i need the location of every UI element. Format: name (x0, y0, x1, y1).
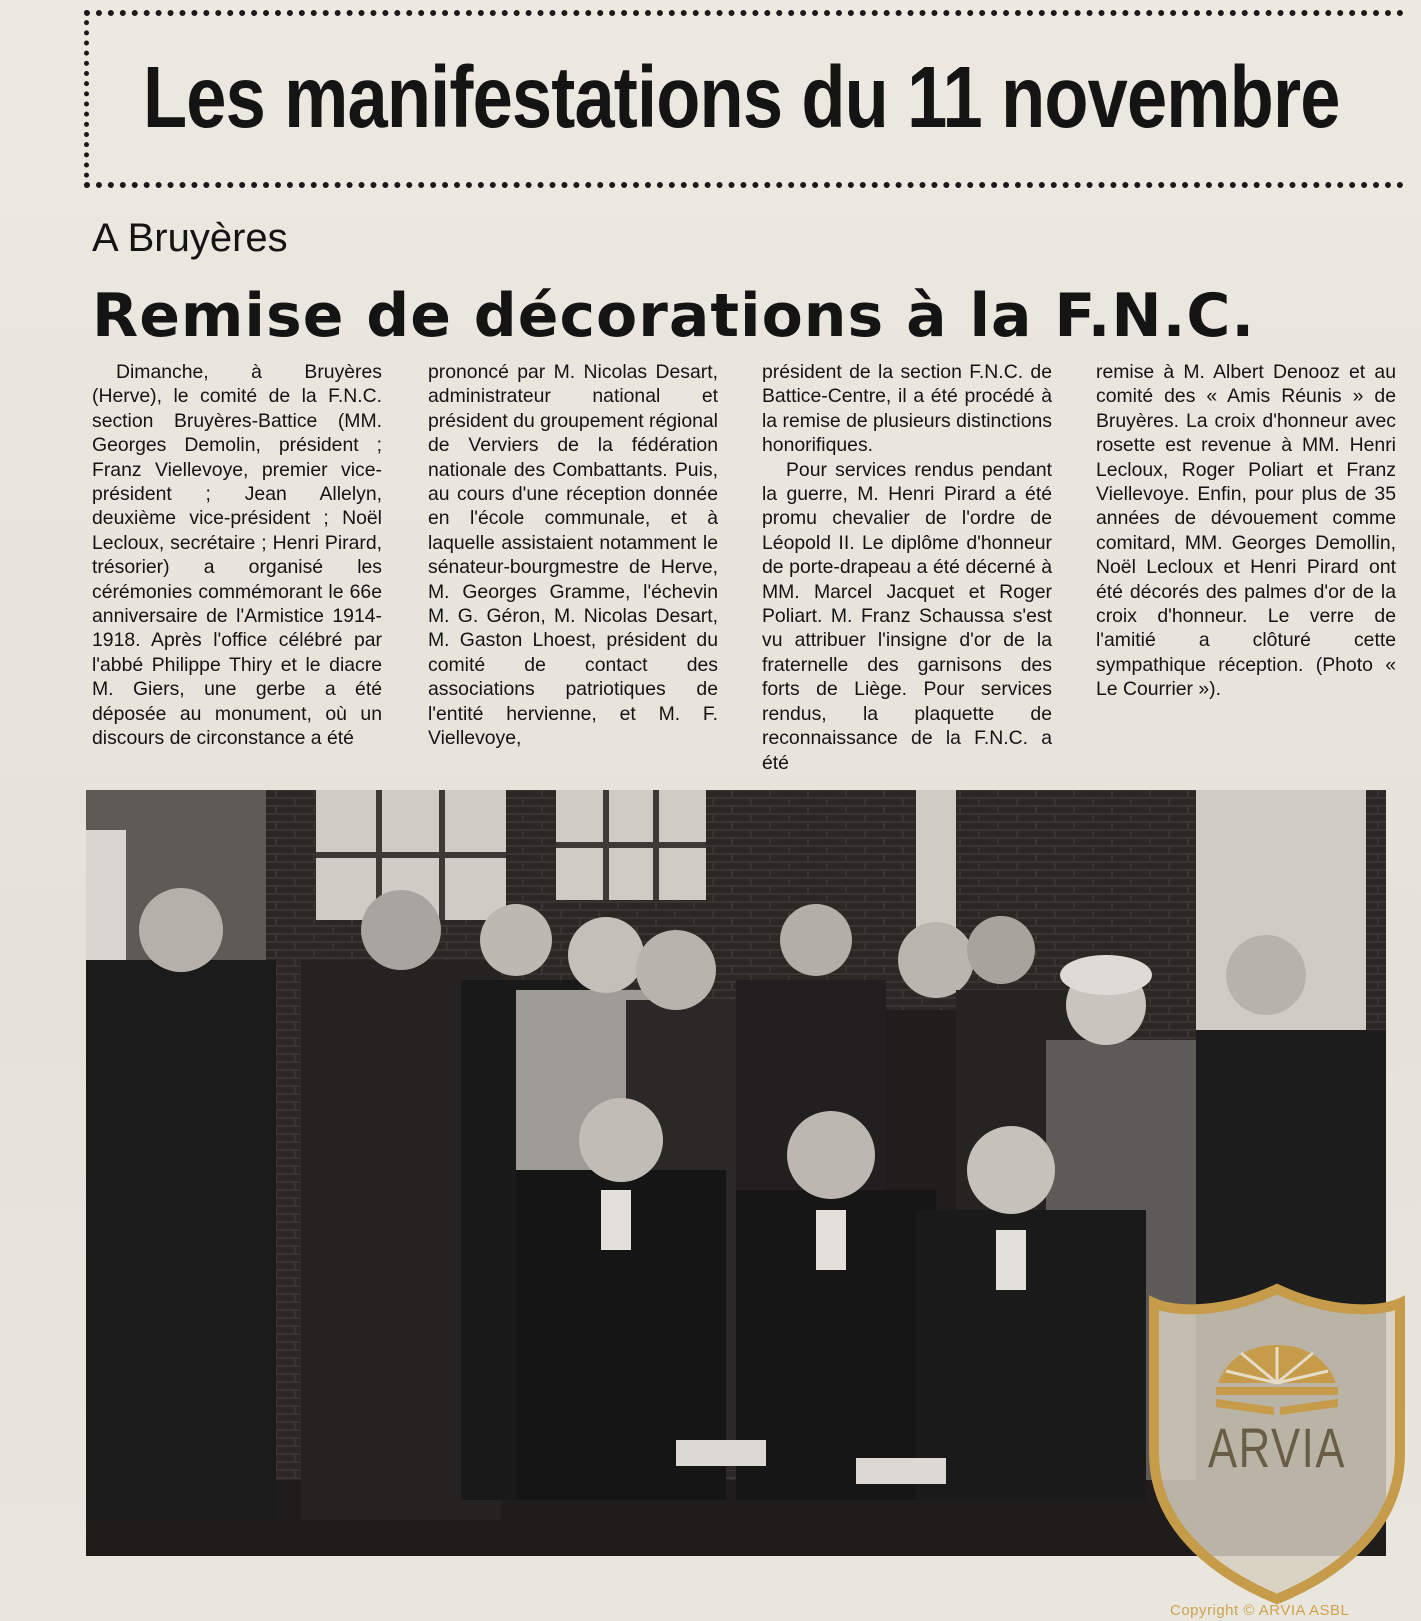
column-1-text: Dimanche, à Bruyères (Herve), le comité de la F.N.C. section Bruyères-Battice (MM. Georges Demolin, président ; Franz Viellevoye, premier vice-président ; Jean Allelyn, deuxième vice-président ; Noël Lecloux, secrétaire ; Henri Pirard, trésorier) a organisé les cérémonies commémorant le 66e anniversaire de l'Armistice 1914-1918. Après l'office célébré par l'abbé Philippe Thiry et le diacre M. Giers, une gerbe a été déposée au monument, où un discours de circonstance a été (92, 361, 382, 750)
arvia-watermark-logo (1146, 1283, 1408, 1605)
article-column-3 (762, 360, 1052, 775)
column-4-text: remise à M. Albert Denooz et au comité des « Amis Réunis » de Bruyères. La croix d'honneur avec rosette est revenue à MM. Henri Lecloux, Roger Poliart et Franz Viellevoye. Enfin, pour plus de 35 années de dévouement comme comitard, MM. Georges Demollin, Noël Lecloux et Henri Pirard ont été décorés des palmes d'or de la croix d'honneur. Le verre de l'amitié a clôturé cette sympathique réception. (Photo « Le Courrier »). (1096, 361, 1396, 701)
article-column-4 (1096, 360, 1396, 702)
column-3-text-b: Pour services rendus pendant la guerre, M. Henri Pirard a été promu chevalier de l'ordre de Léopold II. Le diplôme d'honneur de porte-drapeau a été décerné à MM. Marcel Jacquet et Roger Poliart. M. Franz Schaussa s'est vu attribuer l'insigne d'or de la fraternelle des garnisons des forts de Liège. Pour services rendus, la plaquette de reconnaissance de la F.N.C. a été (762, 458, 1052, 774)
column-3-text-a: président de la section F.N.C. de Battice-Centre, il a été procédé à la remise de plusieurs distinctions honorifiques. (762, 361, 1052, 457)
banner-title: Les manifestations du 11 novembre (143, 49, 1340, 146)
article-column-1 (92, 360, 382, 751)
column-2-text: prononcé par M. Nicolas Desart, administrateur national et président du groupement régional de Verviers de la fédération nationale des Combattants. Puis, au cours d'une réception donnée en l'école communale, et à laquelle assistaient notamment le sénateur-bourgmestre de Herve, M. Georges Gramme, l'échevin M. G. Géron, M. Nicolas Desart, M. Gaston Lhoest, président du comité de contact des associations patriotiques de l'entité hervienne, et M. F. Viellevoye, (428, 361, 718, 750)
article-kicker: A Bruyères (92, 216, 288, 260)
copyright-notice: Copyright © ARVIA ASBL (1170, 1602, 1350, 1619)
article-column-2 (428, 360, 718, 751)
arvia-logo-text: ARVIA (1207, 1416, 1347, 1479)
article-headline: Remise de décorations à la F.N.C. (92, 281, 1256, 351)
section-banner (84, 10, 1404, 188)
